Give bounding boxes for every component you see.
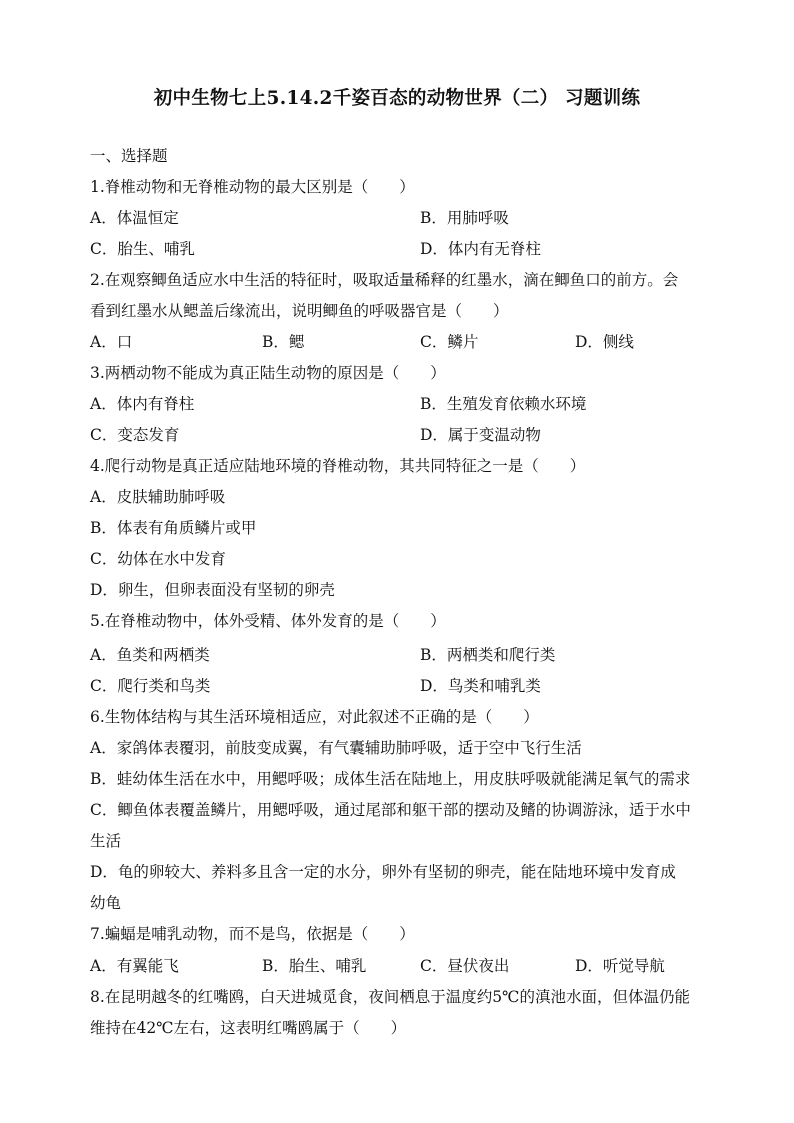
question-4-option-c: C．幼体在水中发育 bbox=[90, 550, 226, 568]
question-5-option-d: D．鸟类和哺乳类 bbox=[420, 677, 541, 695]
question-5-option-a: A．鱼类和两栖类 bbox=[90, 646, 210, 664]
question-4-stem: 4.爬行动物是真正适应陆地环境的脊椎动物，其共同特征之一是（ ） bbox=[90, 457, 586, 475]
question-6-option-b: B．蛙幼体生活在水中，用鳃呼吸；成体生活在陆地上，用皮肤呼吸就能满足氧气的需求 bbox=[90, 770, 691, 788]
question-3-option-d: D．属于变温动物 bbox=[420, 426, 541, 444]
question-2-option-d: D．侧线 bbox=[575, 333, 634, 351]
question-7-option-b: B．胎生、哺乳 bbox=[262, 957, 367, 975]
question-1-option-d: D．体内有无脊柱 bbox=[420, 240, 541, 258]
question-6-stem: 6.生物体结构与其生活环境相适应，对此叙述不正确的是（ ） bbox=[90, 708, 539, 726]
question-6-option-c-line-1: C．鲫鱼体表覆盖鳞片，用鳃呼吸，通过尾部和躯干部的摆动及鳍的协调游泳，适于水中 bbox=[90, 801, 691, 819]
question-6-option-c-line-2: 生活 bbox=[90, 832, 122, 850]
section-heading: 一、选择题 bbox=[90, 147, 168, 165]
question-2-option-b: B．鳃 bbox=[262, 333, 305, 351]
question-5-option-b: B．两栖类和爬行类 bbox=[420, 646, 556, 664]
question-7-option-c: C．昼伏夜出 bbox=[420, 957, 510, 975]
question-6-option-d-line-2: 幼龟 bbox=[90, 894, 122, 912]
question-8-stem-line-2: 维持在42℃左右，这表明红嘴鸥属于（ ） bbox=[90, 1019, 407, 1037]
question-3-option-a: A．体内有脊柱 bbox=[90, 395, 195, 413]
question-6-option-a: A．家鸽体表覆羽，前肢变成翼，有气囊辅助肺呼吸，适于空中飞行生活 bbox=[90, 739, 582, 757]
question-4-option-a: A．皮肤辅助肺呼吸 bbox=[90, 488, 226, 506]
question-3-option-b: B．生殖发育依赖水环境 bbox=[420, 395, 587, 413]
page-title: 初中生物七上5.14.2千姿百态的动物世界（二） 习题训练 bbox=[153, 88, 641, 109]
question-2-option-a: A．口 bbox=[90, 333, 133, 351]
question-5-stem: 5.在脊椎动物中，体外受精、体外发育的是（ ） bbox=[90, 612, 446, 630]
question-4-option-b: B．体表有角质鳞片或甲 bbox=[90, 519, 257, 537]
question-2-option-c: C．鳞片 bbox=[420, 333, 479, 351]
question-1-option-c: C．胎生、哺乳 bbox=[90, 240, 195, 258]
question-3-option-c: C．变态发育 bbox=[90, 426, 180, 444]
question-6-option-d-line-1: D．龟的卵较大、养料多且含一定的水分，卵外有坚韧的卵壳，能在陆地环境中发育成 bbox=[90, 863, 676, 881]
question-1-option-a: A．体温恒定 bbox=[90, 209, 179, 227]
question-7-stem: 7.蝙蝠是哺乳动物，而不是鸟，依据是（ ） bbox=[90, 925, 415, 943]
question-5-option-c: C．爬行类和鸟类 bbox=[90, 677, 211, 695]
question-3-stem: 3.两栖动物不能成为真正陆生动物的原因是（ ） bbox=[90, 364, 446, 382]
question-1-option-b: B．用肺呼吸 bbox=[420, 209, 509, 227]
question-2-stem-line-2: 看到红墨水从鳃盖后缘流出，说明鲫鱼的呼吸器官是（ ） bbox=[90, 302, 509, 320]
question-7-option-a: A．有翼能飞 bbox=[90, 957, 179, 975]
question-1-stem: 1.脊椎动物和无脊椎动物的最大区别是（ ） bbox=[90, 178, 415, 196]
question-7-option-d: D．听觉导航 bbox=[575, 957, 665, 975]
question-4-option-d: D．卵生，但卵表面没有坚韧的卵壳 bbox=[90, 581, 335, 599]
question-8-stem-line-1: 8.在昆明越冬的红嘴鸥，白天进城觅食，夜间栖息于温度约5℃的滇池水面，但体温仍能 bbox=[90, 988, 690, 1006]
question-2-stem-line-1: 2.在观察鲫鱼适应水中生活的特征时，吸取适量稀释的红墨水，滴在鲫鱼口的前方。会 bbox=[90, 271, 679, 289]
